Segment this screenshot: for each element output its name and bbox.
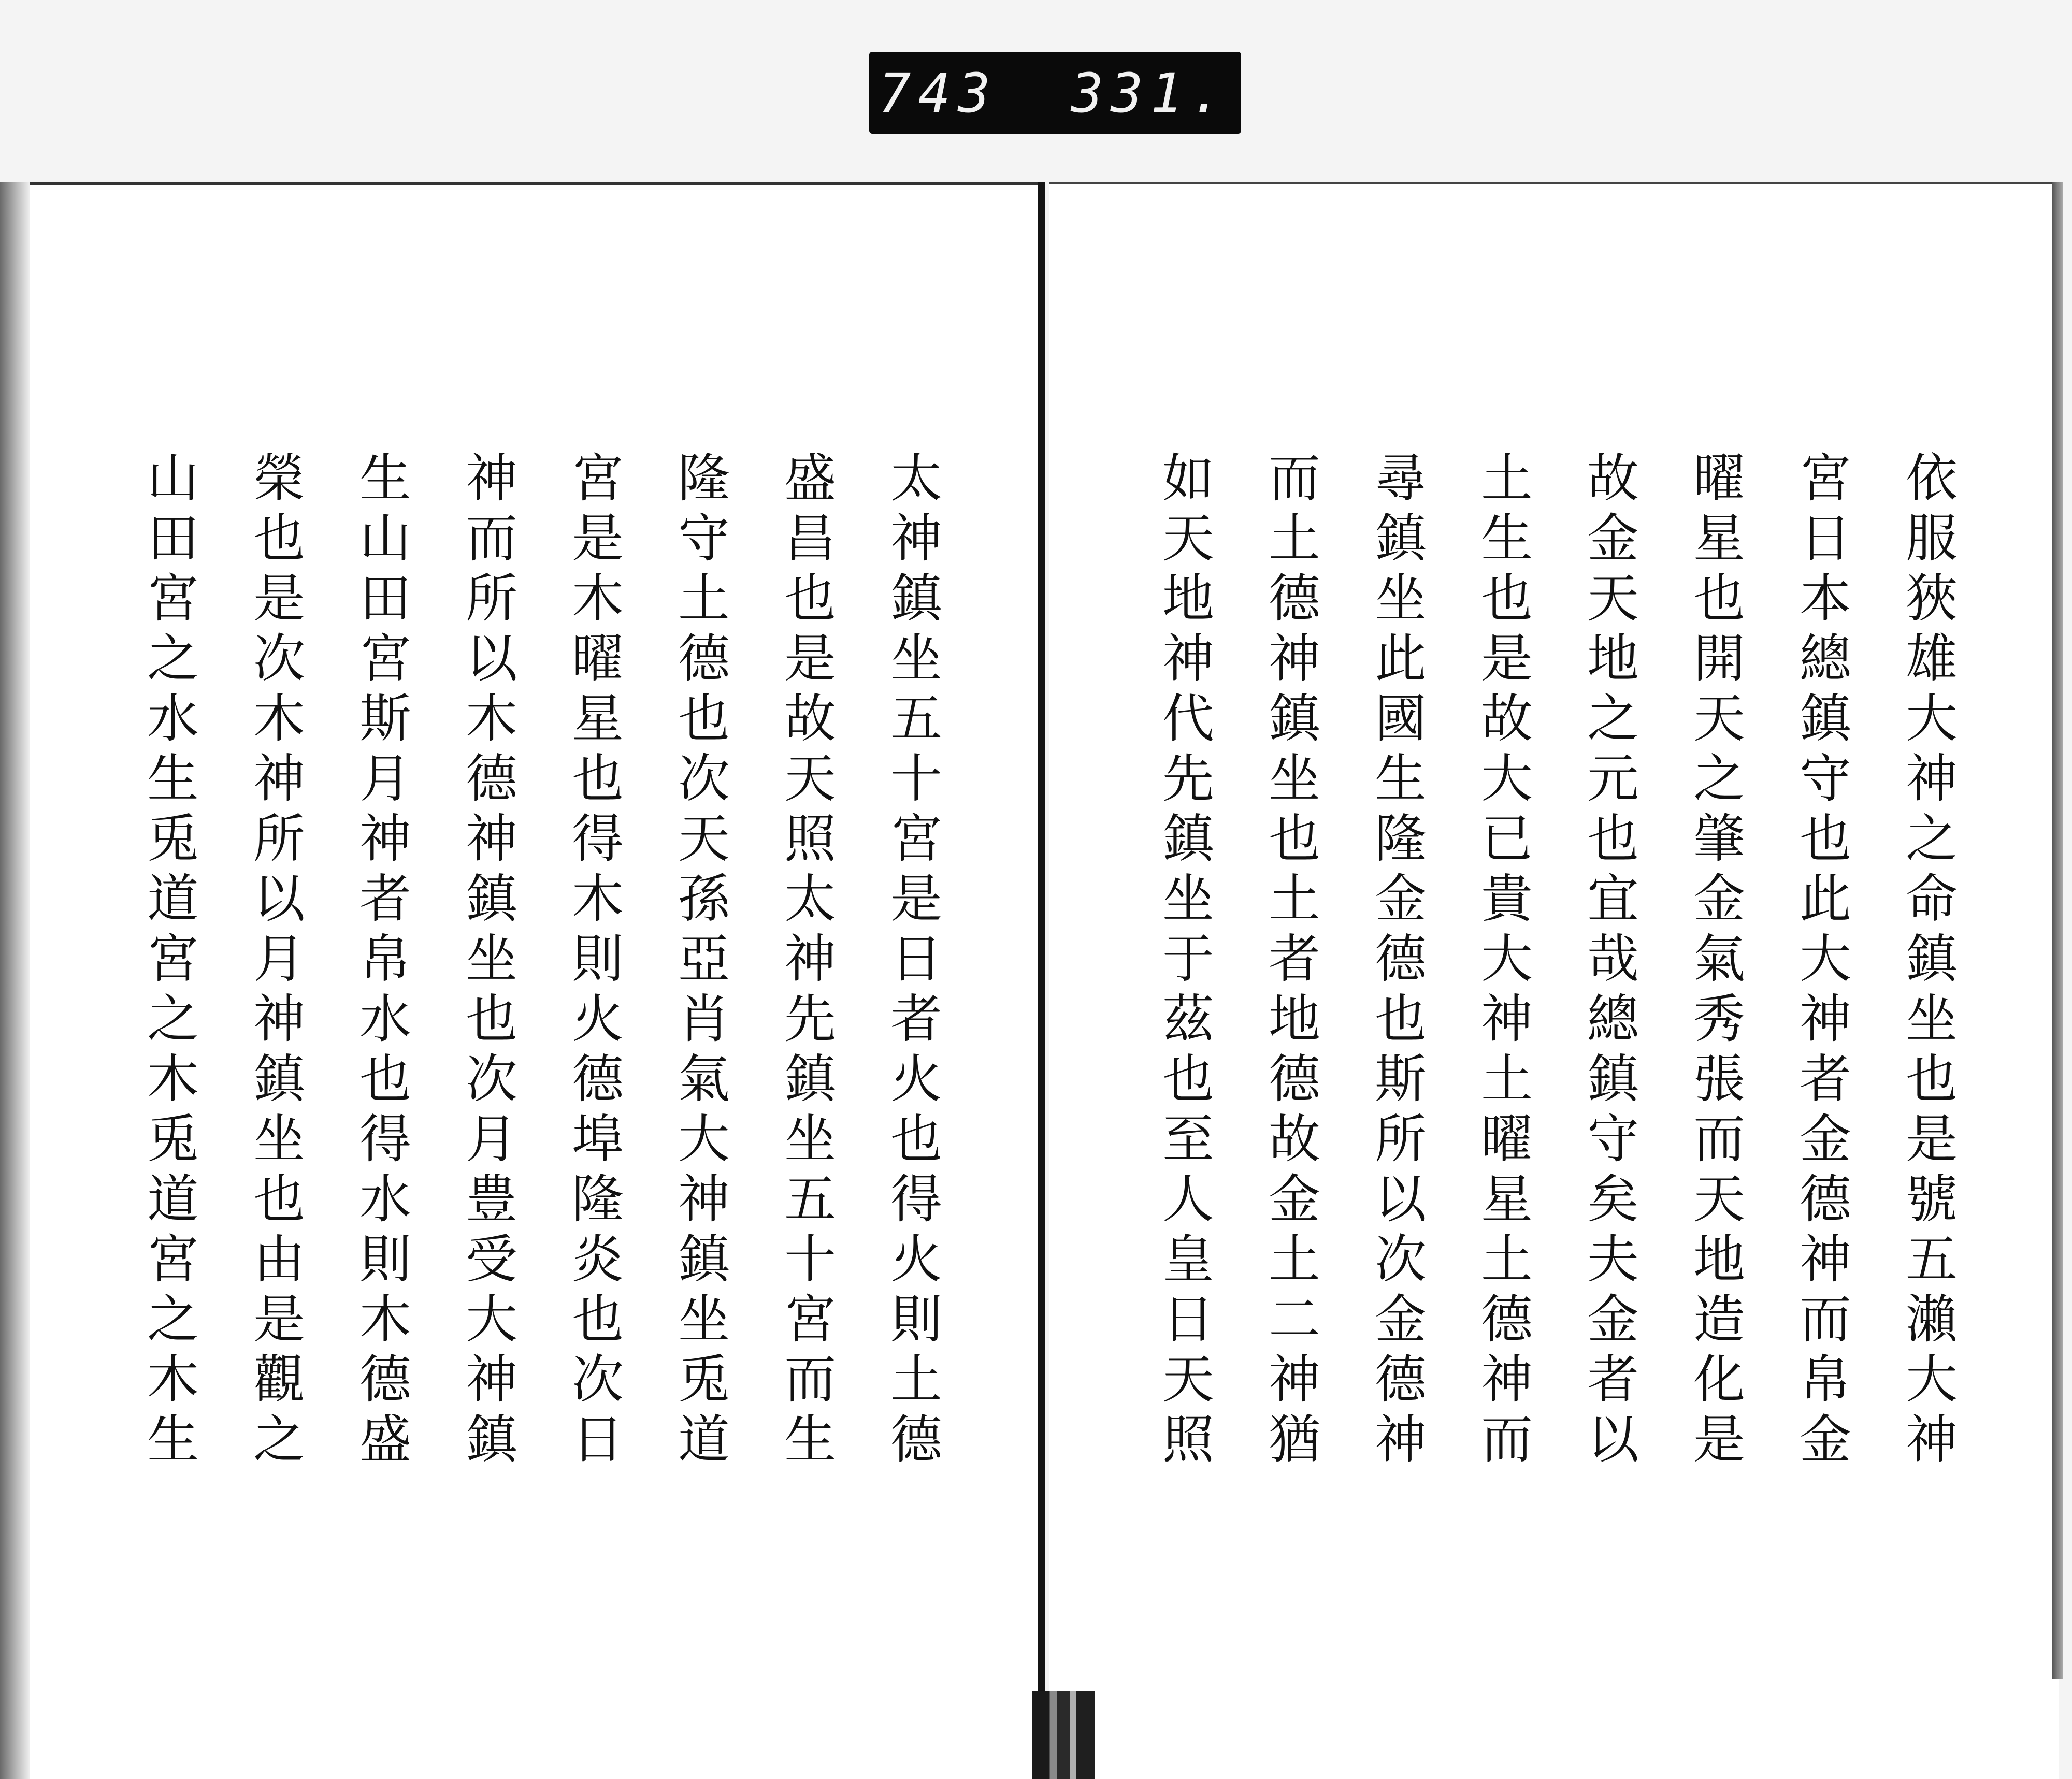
left-page-column-4: 宮是木曜星也得木則火德埠隆炎也次日: [563, 451, 624, 1472]
left-page-column-3: 隆守土德也次天孫亞肖氣大神鎮坐兎道: [669, 451, 730, 1472]
left-page-column-7: 榮也是次木神所以月神鎮坐也由是觀之: [244, 451, 305, 1472]
right-page-column-5: 土生也是故大已貴大神土曜星土德神而: [1472, 451, 1533, 1472]
left-page-column-8: 山田宮之水生兎道宮之木兎道宮之木生: [138, 451, 199, 1472]
film-frame-label: [869, 52, 1241, 134]
right-page-column-1: 依服狹雄大神之命鎮坐也是號五瀨大神: [1897, 451, 1958, 1472]
right-page-column-3: 曜星也開天之肇金氣秀張而天地造化是: [1685, 451, 1745, 1472]
right-scan-edge: [2052, 182, 2063, 1679]
left-page-column-2: 盛昌也是故天照太神先鎮坐五十宮而生: [775, 451, 836, 1472]
left-scan-edge: [0, 182, 30, 1779]
left-page-column-5: 神而所以木德神鎮坐也次月豊受大神鎮: [457, 451, 517, 1472]
film-number-right: 331.: [1071, 62, 1230, 125]
right-page-column-7: 而土德神鎮坐也土者地德故金土二神猶: [1260, 451, 1320, 1472]
left-page-column-1: 太神鎮坐五十宮是日者火也得火則土德: [882, 451, 942, 1472]
right-page-column-8: 如天地神代先鎮坐于茲也至人皇日天照: [1154, 451, 1214, 1472]
right-page-column-6: 尋鎮坐此國生隆金德也斯所以次金德神: [1366, 451, 1427, 1472]
right-page-column-4: 故金天地之元也宜哉總鎮守矣夫金者以: [1578, 451, 1639, 1472]
right-page-column-2: 宮日本總鎮守也此大神者金德神而帛金: [1791, 451, 1851, 1472]
gutter-binding: [1032, 1691, 1095, 1779]
book-gutter: [1038, 182, 1045, 1779]
film-number-left: 743: [879, 62, 998, 125]
left-page-column-6: 生山田宮斯月神者帛水也得水則木德盛: [351, 451, 411, 1472]
